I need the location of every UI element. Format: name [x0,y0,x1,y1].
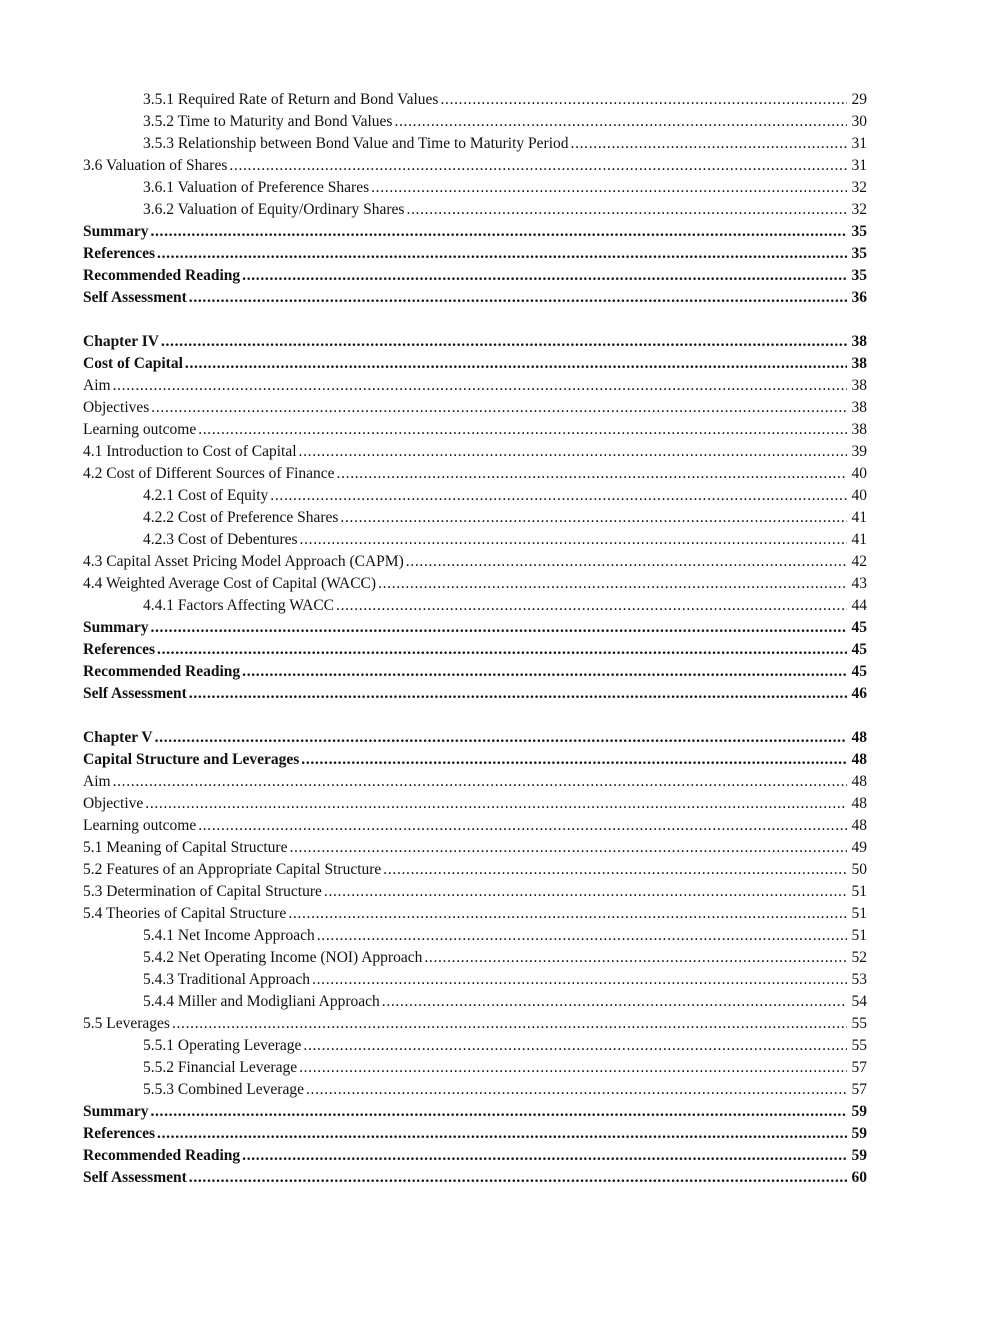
toc-entry-title: 4.4 Weighted Average Cost of Capital (WACC) [83,575,377,592]
toc-entry-title: 5.5.1 Operating Leverage [143,1037,302,1054]
toc-entry-page: 54 [851,993,867,1010]
toc-entry-page: 59 [851,1125,867,1142]
toc-entry [83,243,867,265]
toc-entry-title: 5.1 Meaning of Capital Structure [83,839,288,856]
toc-entry-title: 3.6 Valuation of Shares [83,157,228,174]
toc-entry-title: 5.5.3 Combined Leverage [143,1081,304,1098]
toc-entry [83,353,867,375]
toc-entry [83,551,867,573]
dot-leader [288,903,847,925]
toc-entry-page: 53 [851,971,867,988]
toc-entry-page: 41 [851,509,867,526]
dot-leader [185,353,847,375]
toc-entry-page: 40 [851,487,867,504]
dot-leader [337,463,847,485]
dot-leader [145,793,847,815]
dot-leader [151,397,847,419]
dot-leader [440,89,847,111]
dot-leader [198,815,847,837]
dot-leader [299,1057,847,1079]
toc-entry-page: 41 [851,531,867,548]
toc-entry-page: 55 [851,1015,867,1032]
toc-entry-page: 36 [851,289,867,306]
dot-leader [306,1079,847,1101]
dot-leader [157,243,847,265]
dot-leader [270,485,847,507]
dot-leader [394,111,847,133]
toc-entry [83,617,867,639]
toc-entry-title: Recommended Reading [83,267,241,284]
toc-entry [83,155,867,177]
dot-leader [289,837,847,859]
toc-entry-page: 45 [851,663,867,680]
toc-entry [83,661,867,683]
toc-entry [83,1013,867,1035]
dot-leader [157,639,847,661]
toc-entry-title: 3.6.2 Valuation of Equity/Ordinary Shares [143,201,405,218]
toc-entry-page: 55 [851,1037,867,1054]
dot-leader [150,221,847,243]
toc-entry-page: 45 [851,641,867,658]
toc-entry [83,111,867,133]
section-spacer [83,309,867,331]
dot-leader [150,617,847,639]
toc-entry [83,969,867,991]
dot-leader [155,727,847,749]
toc-entry [83,419,867,441]
section-spacer [83,705,867,727]
toc-entry [83,815,867,837]
toc-entry-page: 57 [851,1059,867,1076]
toc-entry-title: Recommended Reading [83,663,241,680]
dot-leader [172,1013,847,1035]
toc-entry-title: Self Assessment [83,1169,187,1186]
toc-entry-title: 4.2 Cost of Different Sources of Finance [83,465,335,482]
toc-entry-page: 48 [851,751,867,768]
dot-leader [336,595,847,617]
toc-entry [83,331,867,353]
dot-leader [113,771,847,793]
toc-entry [83,727,867,749]
toc-entry-title: 4.1 Introduction to Cost of Capital [83,443,297,460]
toc-entry-page: 48 [851,795,867,812]
toc-entry-page: 48 [851,773,867,790]
dot-leader [378,573,847,595]
toc-entry [83,485,867,507]
toc-entry-page: 29 [851,91,867,108]
toc-entry-title: 4.4.1 Factors Affecting WACC [143,597,335,614]
toc-entry [83,1145,867,1167]
toc-entry-title: 5.4.3 Traditional Approach [143,971,311,988]
toc-entry [83,89,867,111]
toc-entry-title: Chapter V [83,729,153,746]
dot-leader [242,1145,847,1167]
toc-entry-title: 5.4.4 Miller and Modigliani Approach [143,993,380,1010]
dot-leader [300,529,847,551]
dot-leader [371,177,847,199]
toc-entry-page: 39 [851,443,867,460]
toc-entry [83,881,867,903]
dot-leader [571,133,847,155]
toc-entry-title: 4.2.3 Cost of Debentures [143,531,298,548]
toc-entry-page: 30 [851,113,867,130]
toc-entry [83,199,867,221]
dot-leader [157,1123,847,1145]
dot-leader [189,1167,847,1189]
toc-entry [83,1079,867,1101]
toc-entry-title: Objectives [83,399,150,416]
toc-entry [83,133,867,155]
toc-entry [83,837,867,859]
toc-entry-page: 35 [851,267,867,284]
table-of-contents [83,89,867,1189]
toc-entry [83,287,867,309]
dot-leader [150,1101,847,1123]
toc-entry-page: 51 [851,905,867,922]
toc-entry-page: 48 [851,817,867,834]
toc-entry-title: 4.2.2 Cost of Preference Shares [143,509,339,526]
toc-entry-title: Learning outcome [83,421,197,438]
toc-entry [83,1123,867,1145]
toc-entry [83,529,867,551]
toc-entry-title: 5.3 Determination of Capital Structure [83,883,322,900]
toc-entry [83,177,867,199]
dot-leader [229,155,847,177]
toc-entry [83,507,867,529]
toc-entry-page: 52 [851,949,867,966]
toc-entry [83,947,867,969]
toc-entry-page: 35 [851,223,867,240]
toc-entry [83,397,867,419]
toc-entry [83,441,867,463]
toc-entry [83,221,867,243]
toc-entry [83,265,867,287]
toc-entry-title: 5.5 Leverages [83,1015,170,1032]
dot-leader [424,947,847,969]
toc-entry-title: 5.4.2 Net Operating Income (NOI) Approach [143,949,423,966]
toc-entry-page: 32 [851,179,867,196]
toc-entry [83,463,867,485]
toc-entry-title: Learning outcome [83,817,197,834]
toc-entry-page: 38 [851,333,867,350]
toc-entry-page: 59 [851,1147,867,1164]
toc-entry-page: 51 [851,883,867,900]
toc-entry [83,925,867,947]
toc-entry [83,639,867,661]
toc-entry-page: 59 [851,1103,867,1120]
dot-leader [189,683,847,705]
dot-leader [382,991,847,1013]
dot-leader [303,1035,847,1057]
toc-entry [83,859,867,881]
toc-entry-title: References [83,245,156,262]
toc-entry-page: 38 [851,355,867,372]
dot-leader [383,859,847,881]
dot-leader [189,287,847,309]
dot-leader [406,551,847,573]
toc-entry-title: Summary [83,1103,149,1120]
dot-leader [340,507,847,529]
toc-entry [83,375,867,397]
toc-entry-page: 38 [851,399,867,416]
toc-entry-title: Objective [83,795,144,812]
dot-leader [312,969,847,991]
toc-entry-title: 3.5.3 Relationship between Bond Value and Time to Maturity Period [143,135,569,152]
dot-leader [242,661,847,683]
dot-leader [301,749,847,771]
toc-entry-title: References [83,1125,156,1142]
toc-entry-page: 38 [851,377,867,394]
dot-leader [299,441,847,463]
toc-entry-page: 42 [851,553,867,570]
toc-entry [83,903,867,925]
toc-entry-title: Aim [83,377,111,394]
toc-entry-title: References [83,641,156,658]
toc-entry-title: 5.4 Theories of Capital Structure [83,905,287,922]
toc-entry-title: 5.4.1 Net Income Approach [143,927,315,944]
toc-entry-page: 48 [851,729,867,746]
toc-entry-page: 38 [851,421,867,438]
toc-entry-page: 46 [851,685,867,702]
toc-entry-page: 57 [851,1081,867,1098]
toc-entry [83,595,867,617]
dot-leader [161,331,847,353]
toc-entry-title: Chapter IV [83,333,159,350]
toc-entry-page: 44 [851,597,867,614]
toc-entry-title: Self Assessment [83,685,187,702]
dot-leader [317,925,847,947]
toc-entry-title: Cost of Capital [83,355,183,372]
toc-entry-title: 3.5.2 Time to Maturity and Bond Values [143,113,393,130]
toc-entry-title: 5.5.2 Financial Leverage [143,1059,298,1076]
dot-leader [242,265,847,287]
dot-leader [198,419,847,441]
toc-entry-page: 31 [851,157,867,174]
toc-entry-page: 45 [851,619,867,636]
dot-leader [406,199,847,221]
toc-entry-title: 4.3 Capital Asset Pricing Model Approach (CAPM) [83,553,404,570]
toc-entry-page: 31 [851,135,867,152]
toc-entry-title: Aim [83,773,111,790]
toc-entry-title: 4.2.1 Cost of Equity [143,487,269,504]
toc-entry-title: Summary [83,619,149,636]
toc-entry-title: Capital Structure and Leverages [83,751,300,768]
toc-entry-title: 3.6.1 Valuation of Preference Shares [143,179,370,196]
toc-entry [83,1167,867,1189]
toc-entry-page: 50 [851,861,867,878]
dot-leader [324,881,847,903]
toc-entry [83,749,867,771]
toc-entry [83,793,867,815]
toc-entry-page: 35 [851,245,867,262]
toc-entry [83,1101,867,1123]
dot-leader [113,375,847,397]
toc-entry-title: Self Assessment [83,289,187,306]
toc-entry-page: 51 [851,927,867,944]
toc-entry [83,573,867,595]
toc-entry [83,771,867,793]
toc-entry [83,991,867,1013]
toc-entry [83,683,867,705]
toc-entry [83,1035,867,1057]
toc-entry-page: 60 [851,1169,867,1186]
toc-entry [83,1057,867,1079]
toc-entry-page: 43 [851,575,867,592]
toc-entry-page: 32 [851,201,867,218]
toc-entry-title: Recommended Reading [83,1147,241,1164]
toc-entry-title: 5.2 Features of an Appropriate Capital Structure [83,861,382,878]
toc-entry-title: 3.5.1 Required Rate of Return and Bond Values [143,91,439,108]
toc-entry-title: Summary [83,223,149,240]
toc-entry-page: 40 [851,465,867,482]
toc-entry-page: 49 [851,839,867,856]
